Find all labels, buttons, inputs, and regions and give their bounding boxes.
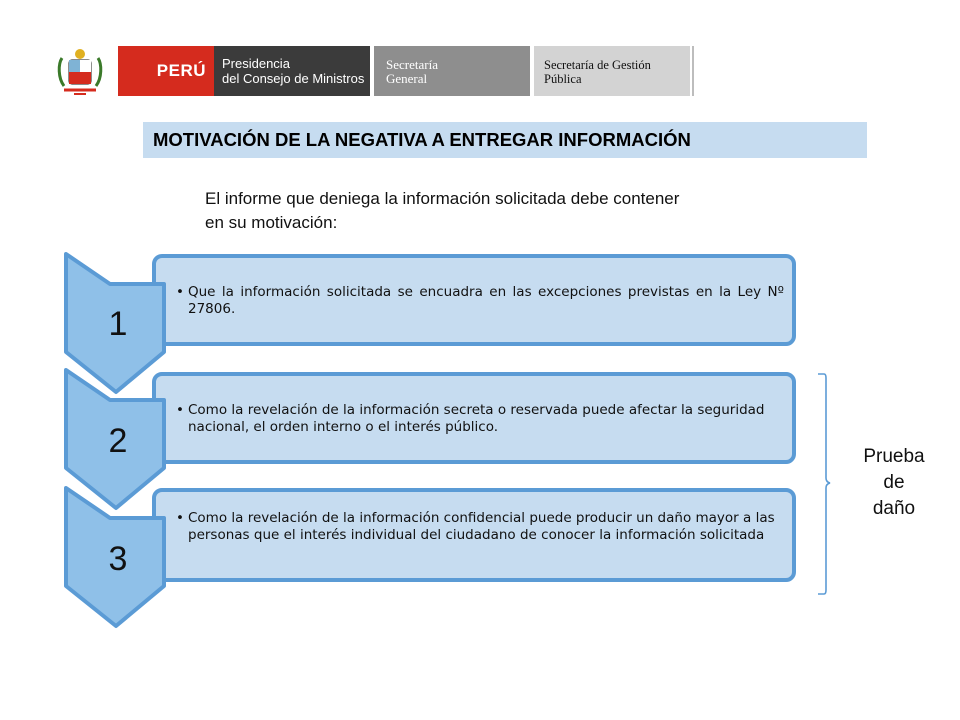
sg-line1: Secretaría [386, 57, 438, 72]
page-title-text: MOTIVACIÓN DE LA NEGATIVA A ENTREGAR INFORMACIÓN [153, 129, 691, 150]
item-number-1: 1 [108, 305, 128, 343]
right-brace-icon [812, 372, 836, 596]
item-box-2 [152, 372, 796, 464]
peru-logo: PERÚ [110, 46, 214, 96]
header-divider [692, 46, 694, 96]
prueba-line1: Prueba [863, 446, 925, 467]
page-title [143, 122, 867, 158]
intro-line2: en su motivación: [205, 213, 338, 232]
sgp-line2: Pública [544, 72, 582, 86]
prueba-line3: daño [872, 498, 916, 519]
item-box-3 [152, 488, 796, 582]
item-bullet-1: • [176, 284, 184, 300]
pcm-line2: del Consejo de Ministros [222, 71, 365, 86]
item-number-3: 3 [108, 540, 128, 578]
prueba-line2: de [883, 472, 905, 493]
item-number-2: 2 [108, 422, 128, 460]
item-text-1: Que la información solicitada se encuadra en las excepciones previstas en la Ley Nº 27806. [188, 284, 784, 317]
item-bullet-3: • [176, 510, 184, 526]
secretaria-gestion-publica-logo [534, 46, 690, 96]
coat-of-arms-icon [54, 44, 106, 98]
pcm-line1: Presidencia [222, 56, 290, 71]
pcm-logo [214, 46, 370, 96]
prueba-de-dano-label [846, 444, 942, 522]
item-text-2: Como la revelación de la información secreta o reservada puede afectar la seguridad nacional, el orden interno o el interés público. [188, 402, 765, 435]
item-bullet-2: • [176, 402, 184, 418]
sg-line2: General [386, 71, 428, 86]
item-box-1 [152, 254, 796, 346]
header-logo-strip [54, 44, 651, 98]
intro-line1: El informe que deniega la información solicitada debe contener [205, 189, 680, 208]
item-text-3: Como la revelación de la información confidencial puede producir un daño mayor a las personas que el interés individual del ciudadano de conocer la información solicitada [188, 510, 775, 543]
sgp-line1: Secretaría de Gestión [544, 58, 651, 72]
secretaria-general-logo [374, 46, 530, 96]
intro-text [205, 187, 815, 235]
